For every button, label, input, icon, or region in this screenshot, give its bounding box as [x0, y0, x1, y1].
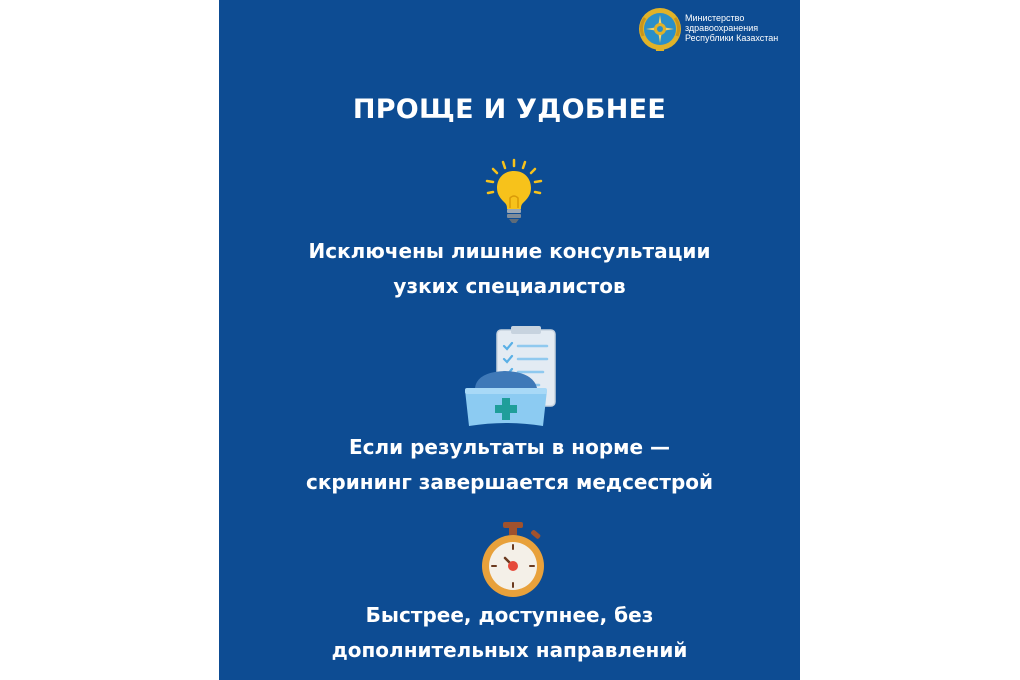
infographic-poster: [219, 0, 800, 680]
feature-text-1: [219, 234, 800, 304]
feature-3-line-1: Быстрее, доступнее, без: [365, 603, 654, 627]
ministry-line-3: Республики Казахстан: [685, 33, 779, 43]
feature-3-line-2: дополнительных направлений: [331, 638, 688, 662]
state-emblem-icon: [637, 6, 683, 52]
feature-2-line-1: Если результаты в норме —: [348, 435, 671, 459]
feature-2-line-2: скрининг завершается медсестрой: [305, 470, 714, 494]
lightbulb-icon: [481, 158, 547, 226]
feature-text-3: [219, 598, 800, 668]
feature-1-line-2: узких специалистов: [393, 274, 626, 298]
feature-1-line-1: Исключены лишние консультации: [308, 239, 711, 263]
ministry-line-1: Министерство: [685, 13, 745, 23]
stopwatch-icon: [479, 520, 547, 600]
headline: ПРОЩЕ И УДОБНЕЕ: [352, 94, 667, 125]
ministry-logo: [637, 6, 797, 56]
nurse-cap-clipboard-icon: [463, 326, 563, 430]
feature-text-2: [219, 430, 800, 500]
ministry-name: [685, 13, 778, 43]
ministry-line-2: здравоохранения: [685, 23, 759, 33]
